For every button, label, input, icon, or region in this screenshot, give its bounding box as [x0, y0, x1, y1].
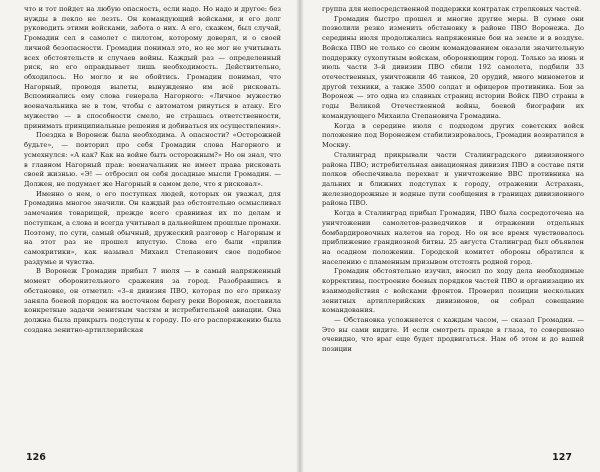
page-number: 126	[26, 452, 46, 463]
paragraph: Когда в Сталинград прибыл Громадин, ПВО была сосредоточена на уничтожении самолетов-разведчиков и отражении отдельных бомбардировочных налетов на город. Но он все время чувствовалось приближение грандиозной битвы. 25 августа Сталинград был объявлен на осадном положении. Городской комитет обороны обратился к населению с пламенным призывом отстоять родной город.	[322, 209, 584, 266]
paragraph: Громадин быстро прошел и многие другие меры. В сумме они позволили резко изменить обстановку в районе ПВО Воронежа. До середины июля продолжались напряженные бои на земле и в воздухе. Войска ПВО не только со своим командованием оказали значительную поддержку сухопутным войскам, обороняющим город. Только за июнь и июль части 3–й дивизии ПВО сбили 192 самолета, подбили 33 отечественных, уничтожили 46 танков, 20 орудий, много минометов и другой техники, а также 3500 солдат и офицеров противника. Бои за Воронеж — это одна из славных страниц истории Войск ПВО страны в годы Великой Отечественной войны, боевой биографии их командующего Михаила Степановича Громадина.	[322, 14, 584, 120]
paragraph: Поездка в Воронеж была необходима. А опасности? «Осторожней будьте», — повторил про себя Громадин слова Нагорного и усмехнулся: «А как? Как на войне быть осторожным?» Но он знал, что в главном Нагорный прав: военачальник не имеет права рисковать своей жизнью. «Э! — отбросил он себя досадные мысли Громадин. — Должен, не подумает же Нагорный в самом деле, что я рисковал».	[24, 131, 281, 188]
paragraph: что и тот пойдет на любую опасность, если надо. Но надо и другое: без нужды в пекло не лезть. Он командующий войсками, и его долг руководить этими войсками, забота о них. А его, скажем, был случай, Громадин сел в самолет с пилотом, которому доверял, и о своей личной безопасности. Громадин понимал это, но не мог не учитывать всех обстоятельств и случаев войны. Каждый раз — определенный риск, но его оправдывает лишь необходимость. Действительно, обходилось. Но могло и не обойтись. Громадин понимал, что Нагорный, проводя вылеты, вынужденно им всё рисковать. Вспоминались ему слова генерала Нагорного: «Личное мужество военачальника не в том, чтобы с автоматом ринуться в атаку. Его мужество — в способности смело, не страшась ответственности, принимать принципиальные решения и добиваться их осуществления».	[24, 5, 281, 130]
book-gutter-shadow	[296, 0, 304, 472]
right-page-text	[322, 5, 584, 355]
paragraph: Громадин обстоятельно изучил, вносил по ходу дела необходимые коррективы, построение боевых порядков частей ПВО и организацию их взаимодействия с войсками фронтов. Проверил позиции нескольких зенитных артиллерийских дивизионов, он собрал совещание командования.	[322, 267, 584, 315]
paragraph: Сталинград прикрывали части Сталинградского дивизионного района ПВО; истребительная авиационная дивизия ПВО в составе пяти полков обеспечивала перехват и уничтожение ВВС противника на дальних и ближних подступах к городу, отражении Астрахань, железнодорожные и водные пути сообщения в границах дивизионного района ПВО.	[322, 150, 584, 208]
paragraph: Именно о нем, о его поступках людей, которых он уважал, для Громадина многое значили. Он каждый раз обстоятельно осмысливал замечания товарищей, прежде всего сравнивая их по делам и поступкам, а слова и всегда учитывал в дальнейшем прошлые промахи. Поэтому, по сути, самый обычный, дружеский разговор с Нагорным и на этот раз не прошел впустую. Слова его были «прилив самокритики», как называл Михаил Степанович свое подобное раздумье и чувства.	[24, 189, 281, 266]
paragraph: группа для непосредственной поддержки контратак стрелковых частей.	[322, 5, 582, 13]
paragraph: В Воронеж Громадин прибыл 7 июля — в самый напряженный момент оборонительного сражения за город. Разобравшись в обстановке, он отметил: «3–я дивизия ПВО, которая по его приказу заняла боевой порядок на восточном берегу реки Воронеж, поставила конкретные задачи зенитным частям и истребительной авиации. Она должна была прикрыть подступы к городу. По его распоряжению была создана зенитно-артиллерийская	[24, 267, 281, 334]
right-page	[300, 0, 600, 472]
page-number: 127	[552, 452, 572, 463]
left-page-text	[24, 5, 281, 335]
paragraph: — Обстановка усложняется с каждым часом, — сказал Громадин. — Это вы сами видите. И если смотреть правде в глаза, то совершенно очевидно, что враг еще будет продвигаться. Нам об этом и до вашей позиции	[322, 316, 584, 354]
paragraph: Когда в середине июля с подходом других советских войск положение под Воронежем стабилизировалось, Громадин возвратился в Москву.	[322, 121, 584, 150]
